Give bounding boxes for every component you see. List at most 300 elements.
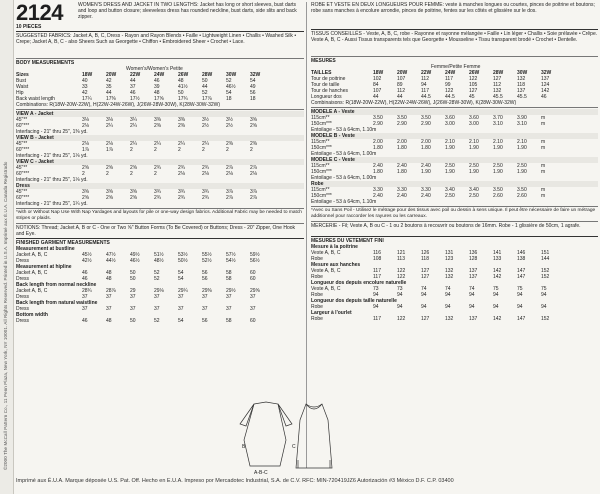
table-cell: m — [541, 139, 546, 145]
table-cell: 94 — [373, 292, 379, 298]
table-cell: 2⅝ — [82, 195, 89, 201]
table-cell: 105 — [469, 82, 478, 88]
table-cell: 2⅞ — [250, 195, 257, 201]
table-cell: 142 — [541, 88, 550, 94]
footer-imprint: Imprimé aux É.U.A. Marque déposée U.S. Pat. Off. Hecho en E.U.A. Impreso por Mercadotec Industrial, S.A. de C.V. RFC: MIN-720419JZ6 Autorización #3 México D.F. C.P. 03400 — [16, 478, 454, 484]
body-measurements-title-en: BODY MEASUREMENTS — [16, 60, 75, 66]
table-cell: 2.50 — [469, 163, 479, 169]
table-cell: 94 — [541, 292, 547, 298]
table-cell: 128 — [469, 256, 478, 262]
table-cell: 60 — [250, 318, 256, 324]
table-cell: 37 — [202, 294, 208, 300]
table-cell: 94 — [421, 292, 427, 298]
table-cell: 94 — [517, 292, 523, 298]
table-cell: 48 — [178, 78, 184, 84]
table-cell: 3.00 — [445, 121, 455, 127]
size-cell: 26W — [178, 72, 189, 78]
table-cell: 56 — [202, 318, 208, 324]
table-cell: 3¼ — [130, 117, 137, 123]
table-cell: 94 — [397, 292, 403, 298]
row-label: 115cm** — [311, 187, 330, 193]
table-cell: 132 — [445, 316, 454, 322]
notions-en: NOTIONS: Thread; Jacket A, B or C - One or Two ⅝" Button Forms (To Be Covered) or Buttons; Dress - 20" Zipper, One Hook and Eye. — [16, 225, 296, 237]
table-cell: 3.90 — [517, 115, 527, 121]
table-cell: 75 — [517, 286, 523, 292]
table-cell: 132 — [445, 274, 454, 280]
table-cell: 75 — [493, 286, 499, 292]
table-cell: 40 — [82, 78, 88, 84]
interfacing-row: Interfacing - 21" thru 25", 1⅛ yd. — [16, 153, 88, 159]
table-cell: 2.00 — [397, 139, 407, 145]
table-cell: 124 — [541, 82, 550, 88]
table-cell: 137 — [469, 268, 478, 274]
table-cell: 48 — [106, 270, 112, 276]
interfacing-row: Interfacing - 21" thru 25", 1⅜ yd. — [16, 129, 88, 135]
row-label: Robe — [311, 292, 323, 298]
table-cell: 53½ — [178, 252, 188, 258]
table-cell: 122 — [397, 268, 406, 274]
table-cell: 94 — [421, 304, 427, 310]
view-heading: MODELE C - Veste — [311, 157, 598, 163]
row-label: Measurement at hipline — [16, 264, 72, 270]
table-cell: 3½ — [226, 117, 233, 123]
table-cell: 3.40 — [469, 187, 479, 193]
row-label: Jacket A, B, C — [16, 270, 48, 276]
table-cell: m — [541, 193, 546, 199]
finished-title-fr: MESURES DU VETEMENT FINI — [311, 238, 384, 244]
table-cell: 127 — [421, 316, 430, 322]
table-cell: m — [541, 121, 546, 127]
table-cell: 3.50 — [373, 115, 383, 121]
table-cell: 2 — [106, 171, 109, 177]
view-heading: VIEW B - Jacket — [16, 135, 304, 141]
size-cell: 22W — [130, 72, 141, 78]
table-cell: 54½ — [226, 258, 236, 264]
table-cell: 2.10 — [469, 139, 479, 145]
table-cell: 144 — [541, 256, 550, 262]
header-en — [16, 2, 304, 30]
table-row — [311, 316, 598, 322]
table-cell: 89 — [397, 82, 403, 88]
table-cell: 29½ — [226, 288, 236, 294]
table-cell: 44.5 — [421, 94, 431, 100]
table-cell: 94 — [469, 292, 475, 298]
description-en: WOMEN'S DRESS AND JACKET IN TWO LENGTHS: Jacket has long or short sleeves, bust darts and loop and button closure; sleeveless dress has rounded neckline, bust darts, side slits and back zipper. — [78, 2, 297, 20]
table-cell: 47½ — [106, 252, 116, 258]
table-cell: 2.90 — [397, 121, 407, 127]
table-cell: 3¾ — [178, 189, 185, 195]
table-cell: 37 — [226, 306, 232, 312]
table-cell: 54 — [226, 90, 232, 96]
table-cell: 2.10 — [493, 139, 503, 145]
table-cell: 142 — [493, 316, 502, 322]
size-cell: 20W — [106, 72, 117, 78]
french-column — [306, 2, 598, 468]
table-cell: 33 — [82, 84, 88, 90]
table-cell: 84 — [373, 82, 379, 88]
size-cell: 20W — [397, 70, 408, 76]
table-cell: 44 — [397, 94, 403, 100]
table-cell: 17¼ — [82, 96, 92, 102]
fabrics-en: SUGGESTED FABRICS: Jacket A, B, C, Dress - Rayon and Rayon Blends • Faille • Lightweight Linen • Challis • Washed Silk • Crepe; Jacket A, B, C - also Sheers Such as Georgette • Chiffon • Embroidered Sheer • Crochet • Lace. — [16, 33, 297, 45]
copyright-sidebar — [0, 0, 14, 494]
table-cell: 2¼ — [130, 123, 137, 129]
table-cell: 3.10 — [493, 121, 503, 127]
table-cell: 2⅝ — [106, 195, 113, 201]
table-cell: 112 — [421, 76, 429, 82]
table-cell: 112 — [493, 82, 501, 88]
row-label: Back length from normal neckline — [16, 282, 97, 288]
table-cell: 3.30 — [397, 187, 407, 193]
table-cell: 3.50 — [421, 115, 431, 121]
table-cell: 37 — [82, 294, 88, 300]
nap-note-en: *with or Without Nap Use With Nap Yardages and layouts for pile or one-way design fabrics. Additional Fabric may be needed to match stripes or plaids. — [16, 210, 302, 221]
size-cell: 30W — [226, 72, 237, 78]
table-cell: 1.80 — [373, 145, 383, 151]
table-cell: 2.50 — [469, 193, 479, 199]
table-cell: 3⅝ — [130, 189, 137, 195]
row-label: Largeur à l'ourlet — [311, 310, 352, 316]
table-cell: 2.40 — [397, 163, 407, 169]
row-label: 45"** — [16, 189, 28, 195]
table-cell: 138 — [517, 256, 526, 262]
row-label: 115cm** — [311, 139, 330, 145]
row-label: Back waist length — [16, 96, 55, 102]
table-cell: 2¼ — [178, 141, 185, 147]
table-cell: 2⅞ — [250, 165, 257, 171]
table-cell: 94 — [445, 304, 451, 310]
table-cell: 94 — [445, 292, 451, 298]
body-measurements-title-fr: MESURES — [311, 58, 336, 64]
table-cell: 1.90 — [517, 145, 527, 151]
table-cell: 152 — [541, 274, 550, 280]
table-cell: 46 — [154, 78, 160, 84]
row-label: Tour de taille — [311, 82, 340, 88]
table-cell: 2⅝ — [250, 123, 257, 129]
combinations-fr: Combinaisons: R(18W-20W-22W), H(22W-24W-26W), J(26W-28W-30W), K(28W-30W-32W) — [311, 100, 517, 106]
table-cell: 94 — [517, 304, 523, 310]
table-cell: 2⅛ — [82, 123, 89, 129]
table-cell: 137 — [469, 274, 478, 280]
row-label: Robe — [311, 256, 323, 262]
table-cell: 48 — [154, 90, 160, 96]
table-cell: 46 — [82, 270, 88, 276]
table-cell: 46 — [130, 90, 136, 96]
table-cell: 37 — [130, 294, 136, 300]
table-cell: 29⅜ — [202, 288, 212, 294]
table-cell: 37 — [106, 294, 112, 300]
table-cell: 137 — [469, 316, 478, 322]
english-column — [16, 2, 304, 468]
table-cell: 2.40 — [373, 163, 383, 169]
row-label: Veste A, B, C — [311, 286, 341, 292]
table-cell: 94 — [493, 304, 499, 310]
table-cell: 18 — [226, 96, 232, 102]
table-cell: 2 — [130, 171, 133, 177]
table-cell: 44 — [202, 84, 208, 90]
table-cell: 1.80 — [397, 169, 407, 175]
fabrics-fr: TISSUS CONSEILLÉS - Veste, A, B, C, robe - Rayonne et rayonne mélangée • Faille • Lin léger • Challis • Soie prélavée • Crêpe. Veste A, B, C - Aussi Tissus transparents tels que Georgette • Mousseline • Tissu transparent brodé • Crochet • Dentelle. — [311, 31, 598, 43]
view-heading: Robe — [311, 181, 598, 187]
finished-title-en: FINISHED GARMENT MEASUREMENTS — [16, 240, 110, 246]
row-label: Dress — [16, 294, 30, 300]
table-cell: 37 — [82, 306, 88, 312]
description-fr: ROBE ET VESTE EN DEUX LONGUEURS POUR FEMME: veste à manches longues ou courtes, pinces de poitrine et boutons; robe sans manches à encolure arrondie, pinces de poitrine, fentes sur les côtés et glissière sur le dos. — [311, 2, 595, 14]
table-cell: 1.90 — [421, 169, 431, 175]
row-label: Dress — [16, 318, 30, 324]
table-cell: 75 — [541, 286, 547, 292]
table-cell: 1⅞ — [82, 147, 89, 153]
table-cell: 147 — [517, 316, 526, 322]
row-label: 45"** — [16, 141, 28, 147]
table-cell: 3⅝ — [106, 189, 113, 195]
table-cell: 3¾ — [202, 189, 209, 195]
table-cell: 37 — [178, 294, 184, 300]
table-cell: 54 — [178, 276, 184, 282]
table-cell: 58 — [226, 276, 232, 282]
row-label: 115cm** — [311, 163, 330, 169]
row-label: Robe — [311, 304, 323, 310]
table-cell: 122 — [397, 316, 406, 322]
table-cell: 2.10 — [517, 139, 527, 145]
table-cell: 107 — [397, 76, 406, 82]
table-cell: 29⅛ — [154, 288, 164, 294]
table-cell: 37 — [130, 84, 136, 90]
piece-count: 10 PIECES — [16, 24, 42, 30]
table-cell: 42 — [82, 90, 88, 96]
table-cell: 29⅝ — [250, 288, 260, 294]
table-cell: 2⅛ — [250, 171, 257, 177]
table-cell: 28¾ — [82, 288, 92, 294]
table-cell: 46 — [541, 94, 547, 100]
table-cell: 55½ — [202, 252, 212, 258]
row-label: Robe — [311, 274, 323, 280]
table-cell: 3.50 — [493, 187, 503, 193]
interfacing-row: Interfacing - 21" thru 25", 1¼ yd. — [16, 201, 88, 207]
table-cell: 45 — [469, 94, 475, 100]
table-cell: 127 — [469, 88, 478, 94]
table-cell: 56½ — [250, 258, 260, 264]
table-cell: 52 — [226, 78, 232, 84]
table-cell: 35 — [106, 84, 112, 90]
row-label: Tour de hanches — [311, 88, 348, 94]
row-label: Longueur dos depuis taille naturelle — [311, 298, 397, 304]
table-cell: 46½ — [130, 258, 140, 264]
table-cell: 3.70 — [493, 115, 503, 121]
table-cell: 50 — [130, 276, 136, 282]
size-group-fr: Femme/Petite Femme — [431, 64, 481, 70]
size-cell: 28W — [202, 72, 213, 78]
table-cell: 3.60 — [445, 115, 455, 121]
view-heading: Dress — [16, 183, 304, 189]
table-cell: 2⅜ — [250, 141, 257, 147]
table-cell: 132 — [445, 268, 454, 274]
table-cell: 54 — [178, 270, 184, 276]
table-cell: 3¾ — [154, 189, 161, 195]
view-heading: MODELE B - Veste — [311, 133, 598, 139]
table-cell: 49½ — [130, 252, 140, 258]
table-cell: 17¾ — [178, 96, 188, 102]
table-cell: 2⅜ — [226, 141, 233, 147]
table-cell: 122 — [397, 274, 406, 280]
table-cell: 94 — [421, 82, 427, 88]
table-cell: 102 — [373, 76, 382, 82]
row-label: 45"** — [16, 117, 28, 123]
table-cell: 2⅝ — [82, 165, 89, 171]
table-cell: 2.60 — [517, 193, 527, 199]
table-cell: 50 — [202, 78, 208, 84]
table-cell: 126 — [421, 250, 430, 256]
size-cell: 32W — [250, 72, 261, 78]
table-cell: 49 — [250, 84, 256, 90]
table-cell: 118 — [421, 256, 429, 262]
table-cell: 39 — [154, 84, 160, 90]
table-cell: 44 — [373, 94, 379, 100]
table-cell: 112 — [397, 88, 405, 94]
table-cell: 2 — [250, 147, 253, 153]
table-cell: 74 — [421, 286, 427, 292]
table-cell: 2.50 — [445, 163, 455, 169]
table-cell: 3.00 — [469, 121, 479, 127]
table-cell: 142 — [493, 268, 502, 274]
table-cell: 1.80 — [397, 145, 407, 151]
table-cell: 45.5 — [493, 94, 503, 100]
interfacing-row: Entoilage - 53 à 64cm, 1.00m — [311, 151, 377, 157]
table-cell: 37 — [226, 294, 232, 300]
row-label: 45"** — [16, 165, 28, 171]
table-cell: 37 — [178, 306, 184, 312]
table-cell: 37 — [202, 306, 208, 312]
table-cell: 1.90 — [493, 169, 503, 175]
table-cell: 37 — [154, 306, 160, 312]
table-cell: 29¼ — [178, 288, 188, 294]
table-cell: 117 — [445, 76, 453, 82]
table-cell: 17⅞ — [202, 96, 212, 102]
finished-table-en — [16, 246, 304, 324]
table-cell: 1.90 — [445, 169, 455, 175]
table-cell: 117 — [373, 316, 381, 322]
table-cell: 146 — [517, 250, 526, 256]
table-cell: m — [541, 115, 546, 121]
view-heading: MODELE A - Veste — [311, 109, 598, 115]
table-cell: 2 — [202, 147, 205, 153]
table-cell: 50 — [130, 270, 136, 276]
table-cell: 2 — [154, 171, 157, 177]
table-cell: 123 — [445, 256, 454, 262]
table-cell: 131 — [445, 250, 454, 256]
table-cell: 44 — [130, 78, 136, 84]
table-cell: 2⅛ — [106, 141, 113, 147]
table-cell: 2.10 — [445, 139, 455, 145]
size-cell: 32W — [541, 70, 552, 76]
table-cell: 74 — [469, 286, 475, 292]
table-cell: 3⅝ — [82, 189, 89, 195]
table-cell: m — [541, 169, 546, 175]
table-cell: 147 — [517, 268, 526, 274]
row-label: Veste A, B, C — [311, 250, 341, 256]
table-cell: 37 — [154, 294, 160, 300]
notions-fr: MERCERIE - Fil; Veste A, B ou C - 1 ou 2 boutons à recouvrir ou boutons de 16mm. Robe - 1 glissière de 50cm, 1 agrafe. — [311, 223, 581, 229]
table-cell: 94 — [397, 304, 403, 310]
table-cell: 2¾ — [202, 195, 209, 201]
row-label: 150cm*** — [311, 121, 332, 127]
table-cell: 3⅝ — [250, 117, 257, 123]
table-cell: 48 — [106, 276, 112, 282]
table-cell: 2⅝ — [130, 165, 137, 171]
table-cell: 117 — [421, 88, 429, 94]
interfacing-row: Entoilage - 53 à 64cm, 1.10m — [311, 199, 377, 205]
table-cell: 132 — [493, 88, 502, 94]
table-cell: 1.90 — [493, 145, 503, 151]
size-cell: 28W — [493, 70, 504, 76]
table-cell: 2⅛ — [202, 171, 209, 177]
table-cell: 2⅞ — [226, 165, 233, 171]
table-cell: 17⅜ — [106, 96, 116, 102]
table-cell: 2½ — [202, 123, 209, 129]
table-cell: 99 — [445, 82, 451, 88]
table-cell: 41½ — [178, 84, 188, 90]
table-cell: 94 — [373, 304, 379, 310]
table-cell: 52 — [154, 276, 160, 282]
table-cell: 2.40 — [397, 193, 407, 199]
table-cell: 151 — [541, 250, 550, 256]
row-label: 60"*** — [16, 171, 30, 177]
table-cell: 50½ — [178, 258, 188, 264]
table-cell: 45½ — [82, 252, 92, 258]
interfacing-row: Entoilage - 53 à 64cm, 1.00m — [311, 175, 377, 181]
row-label: Measurement at bustline — [16, 246, 75, 252]
front-label: C — [292, 444, 296, 450]
row-label: Waist — [16, 84, 29, 90]
table-cell: 3⅜ — [178, 117, 185, 123]
table-cell: 50 — [178, 90, 184, 96]
combinations-en: Combinations: R(18W-20W-22W), H(22W-24W-26W), J(26W-28W-30W), K(28W-30W-32W) — [16, 102, 221, 108]
table-cell: 94 — [469, 304, 475, 310]
table-cell: 45.5 — [517, 94, 527, 100]
table-cell: 3⅞ — [250, 189, 257, 195]
table-cell: 42½ — [82, 258, 92, 264]
table-cell: 3⅜ — [154, 117, 161, 123]
table-cell: 2¼ — [154, 141, 161, 147]
size-cell: 24W — [154, 72, 165, 78]
table-cell: 107 — [373, 88, 382, 94]
table-cell: 2½ — [226, 123, 233, 129]
table-cell: 2.40 — [373, 193, 383, 199]
table-cell: m — [541, 187, 546, 193]
table-cell: m — [541, 145, 546, 151]
table-cell: 52½ — [202, 258, 212, 264]
table-cell: 2⅞ — [226, 195, 233, 201]
table-cell: 44½ — [106, 258, 116, 264]
table-cell: 1.90 — [445, 145, 455, 151]
table-cell: 44.5 — [445, 94, 455, 100]
table-cell: 3.10 — [517, 121, 527, 127]
table-cell: 133 — [493, 256, 502, 262]
table-cell: 3.30 — [373, 187, 383, 193]
table-cell: 2¾ — [154, 195, 161, 201]
table-cell: 94 — [541, 304, 547, 310]
table-cell: 74 — [445, 286, 451, 292]
table-cell: 73 — [397, 286, 403, 292]
sizes-label: TAILLES — [311, 70, 332, 76]
table-cell: 58 — [226, 270, 232, 276]
row-label: Dress — [16, 258, 30, 264]
table-cell: 108 — [373, 256, 382, 262]
table-cell: 2.00 — [373, 139, 383, 145]
table-cell: 2¼ — [202, 141, 209, 147]
table-cell: 122 — [469, 76, 478, 82]
view-label: A-B-C — [254, 470, 268, 476]
